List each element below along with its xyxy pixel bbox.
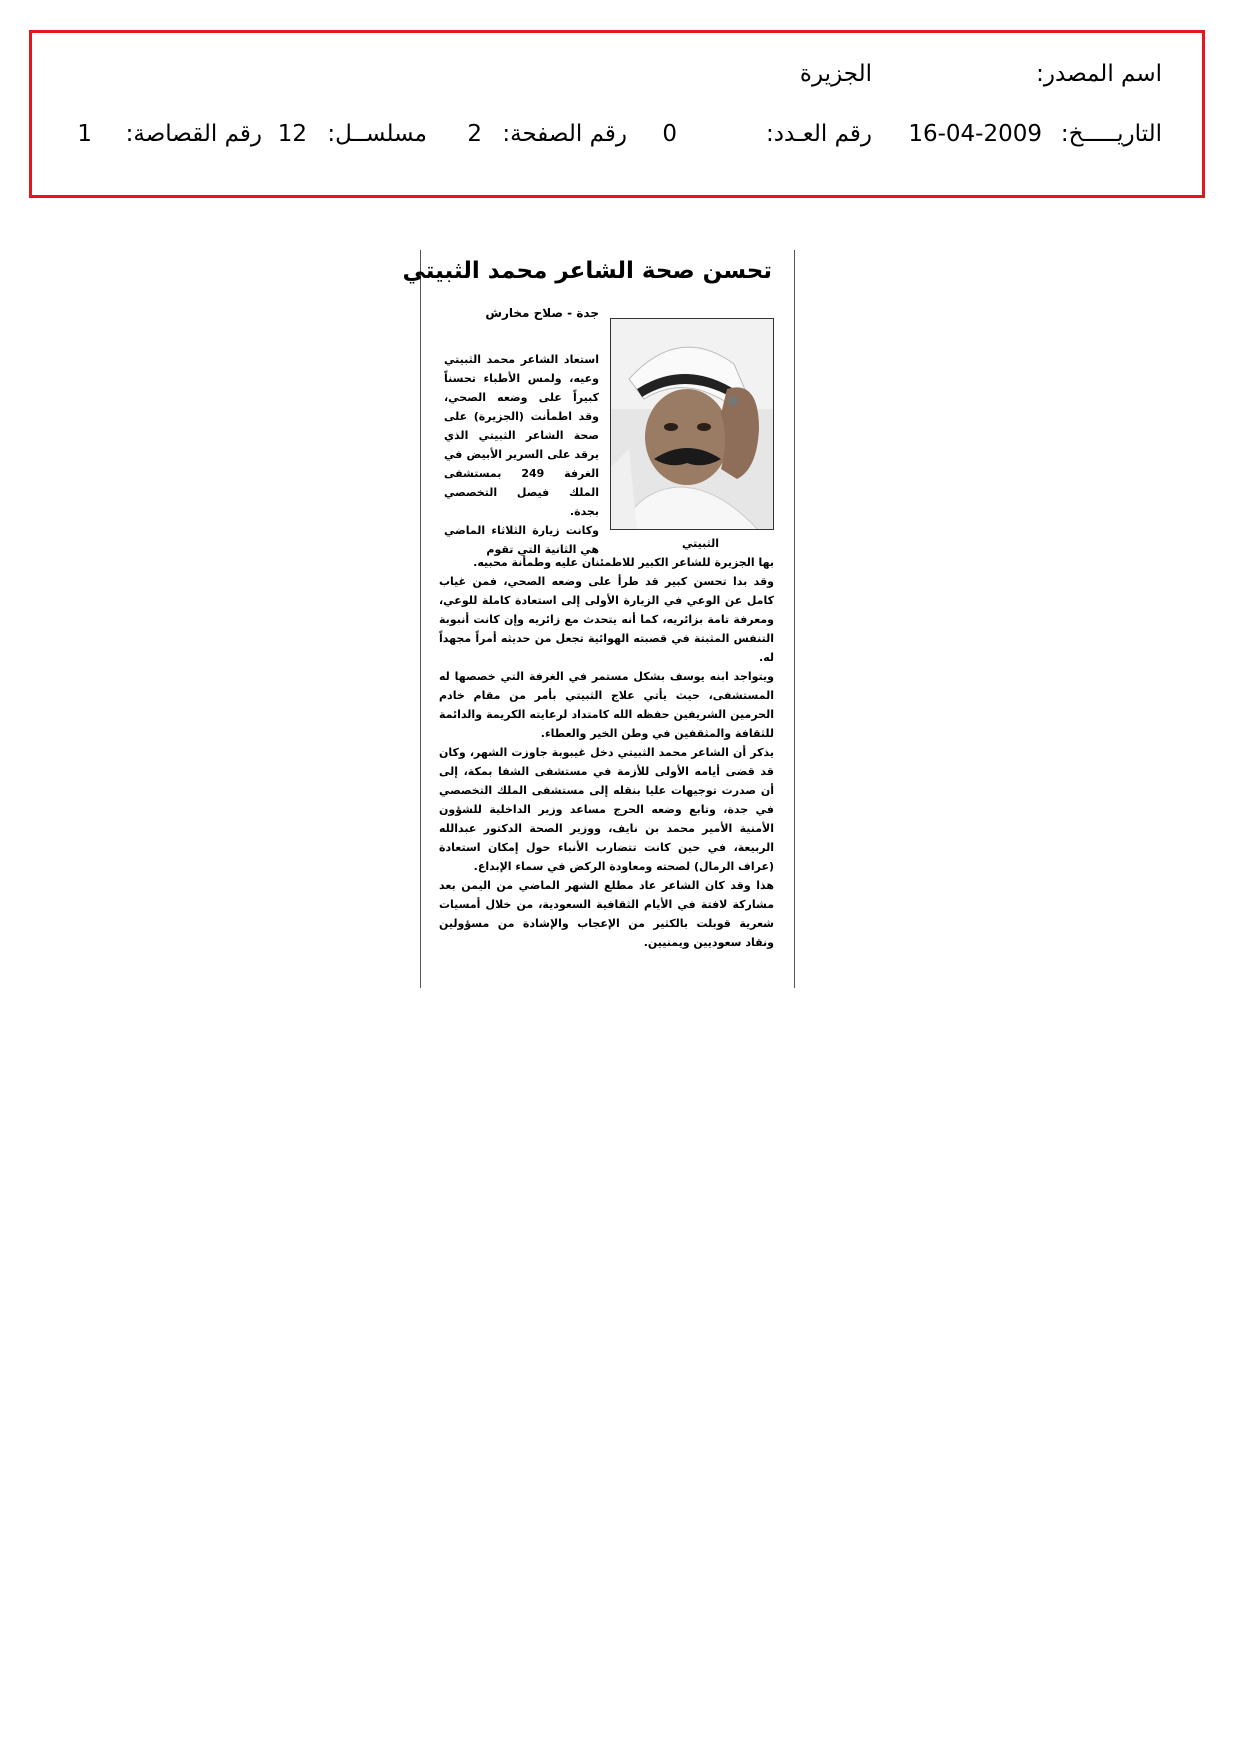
article-paragraph: يذكر أن الشاعر محمد الثبيتي دخل غيبوبة جاوزت الشهر، وكان قد قضى أيامه الأولى للأزمة في مستشفى الشفا بمكة، إلى أن صدرت توجيهات عليا بنقله إلى مستشفى الملك التخصصي في جدة، وتابع وضعه الحرج مساعد وزير الداخلية للشؤون الأمنية الأمير محمد بن نايف، ووزير الصحة الدكتور عبدالله الربيعة، في حين كانت تتضارب الأنباء حول إمكان استعادة (عراف الرمال) لصحته ومعاودة الركض في سماء الإبداع. [439,746,774,873]
article-paragraph: بها الجزيرة للشاعر الكبير للاطمئنان عليه وطمأنة محبيه. [473,556,774,569]
serial-value: 12 [277,121,307,147]
page-value: 2 [467,121,482,147]
article-paragraph: استعاد الشاعر محمد الثبيتي وعيه، ولمس الأطباء تحسناً كبيراً على وضعه الصحي، وقد اطمأنت (الجزيرة) على صحة الشاعر الثبيتي الذي يرقد على السرير الأبيض في الغرفة 249 بمستشفى الملك فيصل التخصصي بجدة. [444,353,599,518]
article-wide-column [439,553,774,952]
article-paragraph: ويتواجد ابنه يوسف بشكل مستمر في الغرفة التي خصصها له المستشفى، حيث يأتي علاج الثبيتي بأمر من مقام خادم الحرمين الشريفين حفظه الله كامتداد لرعايته الكريمة والدائمة للثقافة والمثقفين في وطن الخير والعطاء. [439,670,774,740]
article-paragraph: وقد بدا تحسن كبير قد طرأ على وضعه الصحي، فمن غياب كامل عن الوعي في الزيارة الأولى إلى استعادة كاملة للوعي، ومعرفة تامة بزائريه، كما أنه يتحدث مع زائريه وإن كانت أنبوبة التنفس المثبتة في قصبته الهوائية تجعل من حديثه أمراً مجهداً له. [439,575,774,664]
article-paragraph: وكانت زيارة الثلاثاء الماضي هي الثانية التي تقوم [444,524,599,556]
clip-number-label: رقم القصاصة: [125,121,262,147]
source-value: الجزيرة [799,61,872,87]
article-paragraph: هذا وقد كان الشاعر عاد مطلع الشهر الماضي من اليمن بعد مشاركة لافتة في الأيام الثقافية السعودية، من خلال أمسيات شعرية قوبلت بالكثير من الإعجاب والإشادة من مسؤولين ونقاد سعوديين ويمنيين. [439,879,774,949]
clipping-metadata-box [29,30,1205,198]
source-label: اسم المصدر: [1036,61,1162,87]
newspaper-clipping [402,250,795,988]
metadata-details-row [72,121,1162,161]
article-byline: جدة - صلاح مخارش [485,306,599,320]
photo-caption: الثبيتي [682,537,719,550]
serial-label: مسلســل: [327,121,427,147]
page-label: رقم الصفحة: [502,121,627,147]
issue-value: 0 [662,121,677,147]
article-headline: تحسن صحة الشاعر محمد الثبيتي [402,258,772,284]
poet-portrait-photo [610,318,774,530]
article-narrow-column [444,350,599,559]
portrait-illustration [610,319,773,530]
date-label: التاريـــــخ: [1060,121,1162,147]
clip-number-value: 1 [77,121,92,147]
date-value: 16-04-2009 [908,121,1042,147]
issue-label: رقم العـدد: [765,121,872,147]
metadata-source-row [72,61,1162,101]
